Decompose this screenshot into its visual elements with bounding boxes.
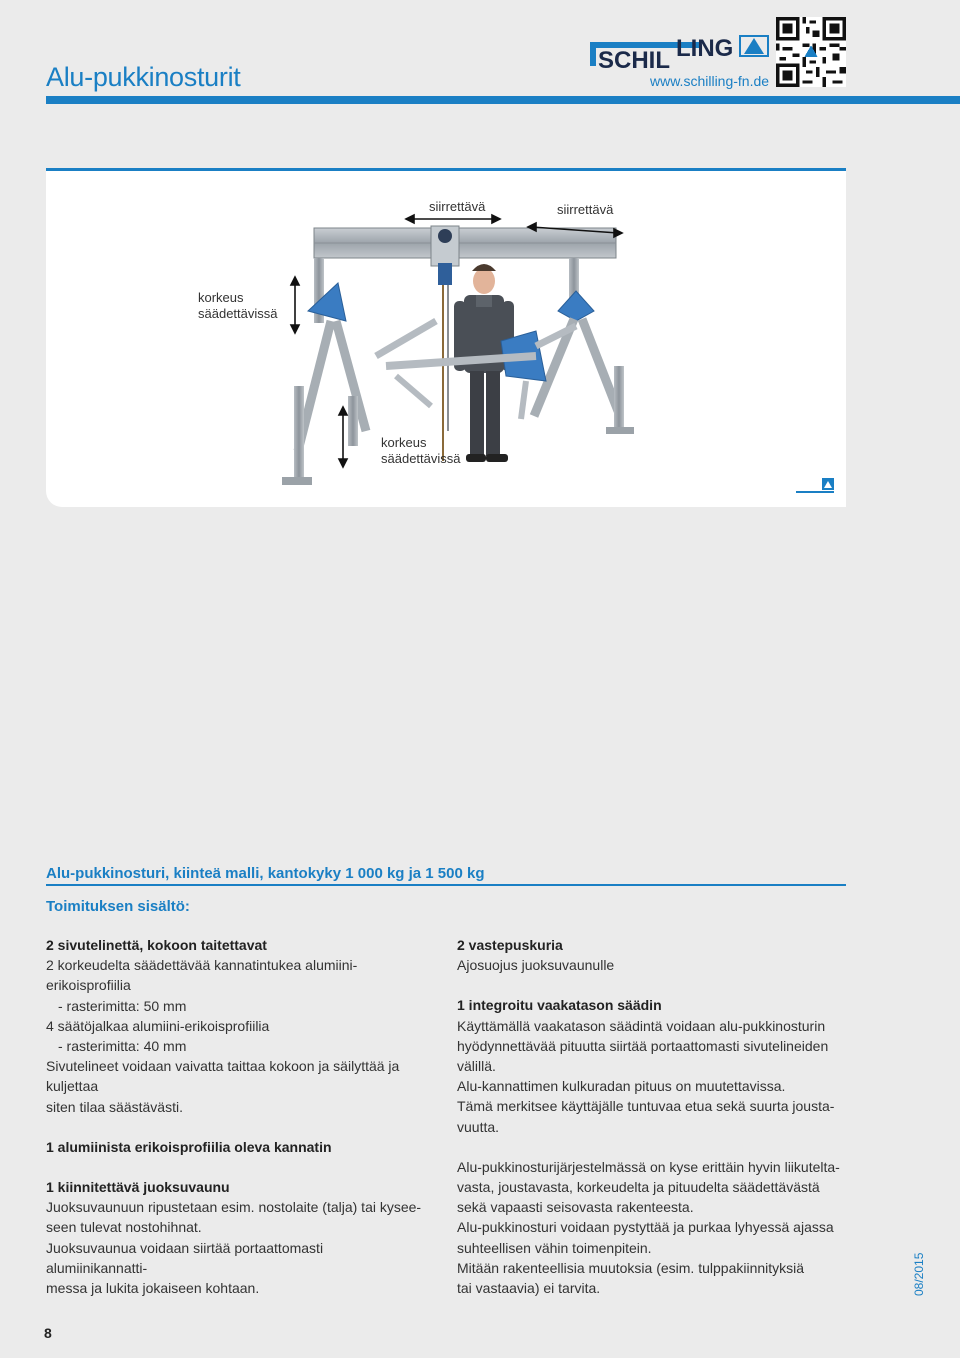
text-line: suhteellisen vähin toimenpitein. — [457, 1239, 652, 1256]
callout-movable-frame: siirrettävä — [557, 202, 614, 217]
text-heading-line: 2 vastepuskuria — [457, 937, 563, 953]
text-line: 2 korkeudelta säädettävää kannatintukea alumiini- — [46, 957, 358, 974]
paragraph-gap — [46, 1157, 426, 1177]
paragraph-gap — [457, 975, 857, 995]
text-line: sekä vapaasti seisovasta rakenteesta. — [457, 1199, 694, 1216]
logo-text-ling: LING — [676, 35, 734, 62]
text-line: tai vastaavia) ei tarvita. — [457, 1280, 601, 1297]
paragraph-gap — [46, 1117, 426, 1137]
schilling-logo — [590, 32, 770, 76]
text-line: messa ja lukita jokaiseen kohtaan. — [46, 1280, 260, 1297]
callout-height-adjustable-side — [198, 290, 278, 322]
website-link[interactable]: www.schilling-fn.de — [650, 73, 770, 89]
text-line: - rasterimitta: 50 mm — [58, 997, 187, 1014]
text-line: Juoksuvaunua voidaan siirtää portaattomasti alumiinikannatti- — [46, 1239, 324, 1276]
callout-height-adjustable-leg — [381, 435, 461, 467]
text-line: 4 säätöjalkaa alumiini-erikoisprofiilia — [46, 1017, 270, 1034]
right-text-column — [457, 935, 857, 1298]
text-line: vuutta. — [457, 1118, 500, 1135]
text-line: Ajosuojus juoksuvaunulle — [457, 957, 615, 974]
page-number: 8 — [44, 1325, 52, 1341]
text-heading-line: 1 integroitu vaakatason säädin — [457, 997, 662, 1014]
text-line: välillä. — [457, 1058, 496, 1075]
text-line: Juoksuvaunuun ripustetaan esim. nostolaite (talja) tai kysee- — [46, 1199, 422, 1216]
qr-code-icon — [776, 17, 846, 87]
header-rule — [46, 96, 960, 104]
callout-line-1: korkeus — [198, 290, 244, 305]
text-line: Alu-pukkinosturi voidaan pystyttää ja purkaa lyhyessä ajassa — [457, 1219, 834, 1236]
text-line: - rasterimitta: 40 mm — [58, 1038, 187, 1055]
logo-text-schil: SCHIL — [598, 47, 670, 74]
page-title: Alu-pukkinosturit — [46, 62, 241, 92]
text-line: vasta, joustavasta, korkeudelta ja pituudelta säädettävästä — [457, 1179, 820, 1196]
text-line: kuljettaa — [46, 1078, 99, 1095]
callout-movable-trolley: siirrettävä — [429, 199, 486, 214]
text-line: siten tilaa säästävästi. — [46, 1098, 183, 1115]
text-heading-line: 2 sivutelinettä, kokoon taitettavat — [46, 937, 267, 953]
text-line: Tämä merkitsee käyttäjälle tuntuvaa etua sekä suurta jousta- — [457, 1098, 835, 1115]
text-line: Alu-pukkinosturijärjestelmässä on kyse erittäin hyvin liikutelta- — [457, 1158, 840, 1175]
subsection-title: Toimituksen sisältö: — [46, 898, 190, 915]
text-heading-line: 1 alumiinista erikoisprofiilia oleva kannatin — [46, 1138, 332, 1155]
text-line: erikoisprofiilia — [46, 977, 131, 994]
text-line: hyödynnettävää pituutta siirtää portaattomasti sivutelineiden — [457, 1037, 829, 1054]
brand-corner-icon — [796, 478, 834, 494]
paragraph-gap — [457, 1137, 857, 1157]
text-line: Sivutelineet voidaan vaivatta taittaa kokoon ja säilyttää ja — [46, 1058, 400, 1075]
text-line: Mitään rakenteellisia muutoksia (esim. tulppakiinnityksiä — [457, 1259, 805, 1276]
text-line: seen tulevat nostohihnat. — [46, 1219, 202, 1236]
callout-line-2: säädettävissä — [381, 451, 461, 466]
text-line: Käyttämällä vaakatason säädintä voidaan alu-pukkinosturin — [457, 1017, 826, 1034]
text-heading-line: 1 kiinnitettävä juoksuvaunu — [46, 1179, 230, 1196]
date-code: 08/2015 — [912, 1252, 926, 1296]
callout-line-2: säädettävissä — [198, 306, 278, 321]
left-text-column — [46, 935, 426, 1298]
section-rule — [46, 884, 846, 886]
text-line: Alu-kannattimen kulkuradan pituus on muutettavissa. — [457, 1078, 786, 1095]
callout-line-1: korkeus — [381, 435, 427, 450]
section-title: Alu-pukkinosturi, kiinteä malli, kantokyky 1 000 kg ja 1 500 kg — [46, 865, 485, 882]
